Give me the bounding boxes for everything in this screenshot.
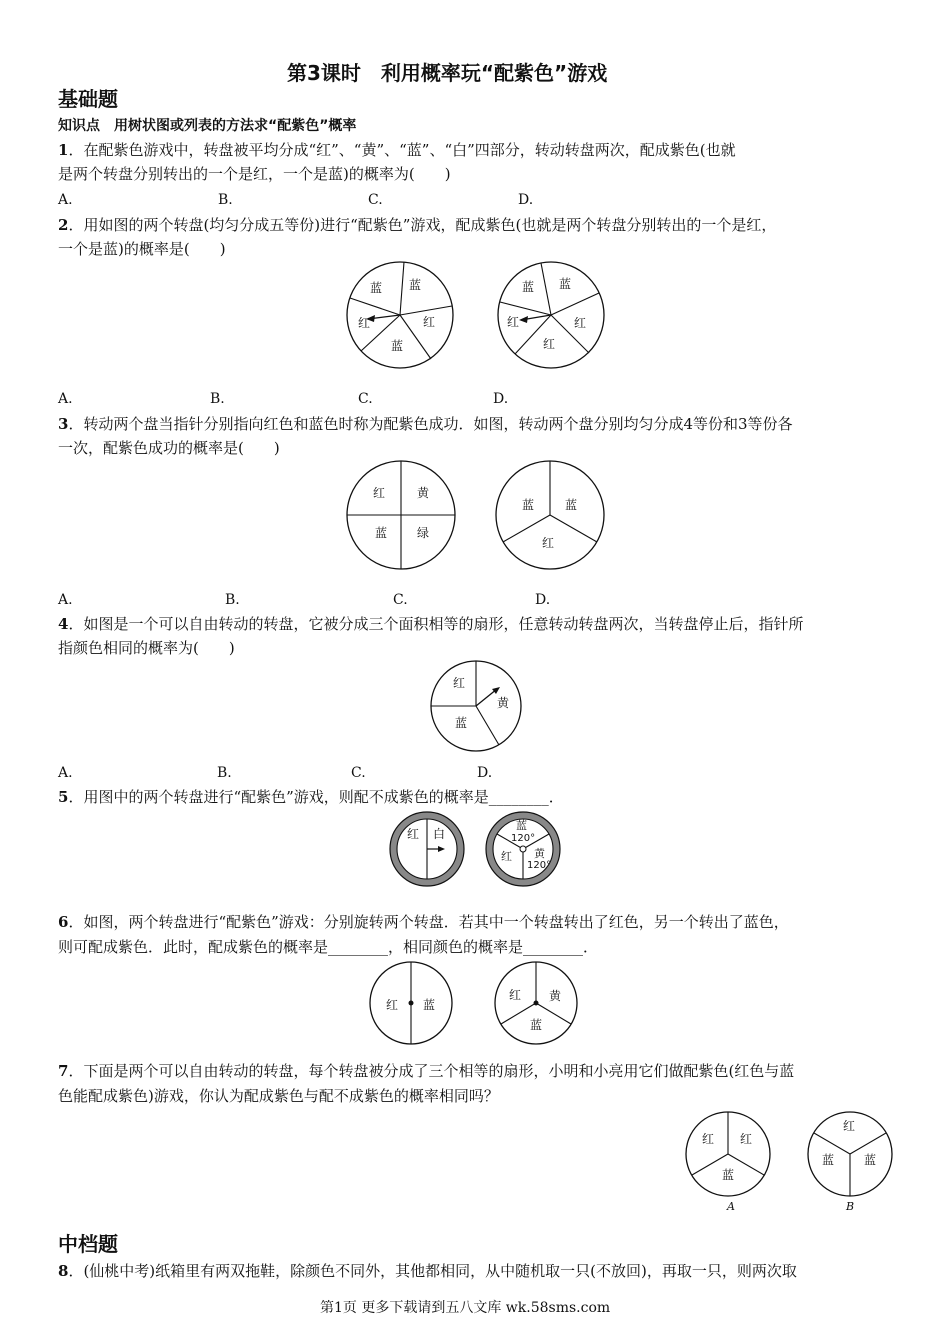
q4-option-d: D. [477,765,493,781]
q1-line1: 1．在配紫色游戏中，转盘被平均分成“红”、“黄”、“蓝”、“白”四部分，转动转盘两次，配成紫色(也就 [58,141,736,159]
q6-line1: 6．如图，两个转盘进行“配紫色”游戏：分别旋转两个转盘．若其中一个转盘转出了红色，另一个转出了蓝色， [58,913,789,931]
q2-left-label-1: 蓝 [370,281,383,295]
q6-right-label-2: 黄 [549,989,562,1003]
q3-right-label-1: 蓝 [522,498,535,512]
q2-line2: 一个是蓝)的概率是( ) [58,240,226,258]
q3-right-label-3: 红 [542,536,555,550]
q3-line2: 一次，配紫色成功的概率是( ) [58,439,280,457]
q7-spinner-a [684,1110,776,1214]
q2-option-c: C. [358,391,373,407]
q6-left-label-2: 蓝 [423,998,436,1012]
q3-spinner-right [495,459,607,571]
q7-line1: 7．下面是两个可以自由转动的转盘，每个转盘被分成了三个相等的扇形，小明和小亮用它们做配紫色(红色与蓝 [58,1062,795,1080]
q5-right-label-4: 120° [527,860,552,871]
q8-number: 8 [58,1262,69,1280]
q4-number: 4 [58,615,69,633]
q3-option-d: D. [535,592,551,608]
q3-left-label-1: 红 [373,486,386,500]
q5-number: 5 [58,788,69,806]
q2-right-label-2: 蓝 [559,277,572,291]
q1-option-c: C. [368,192,383,208]
q5-right-label-3: 黄 [534,847,545,860]
q8-line1: 8．(仙桃中考)纸箱里有两双拖鞋，除颜色不同外，其他都相同，从中随机取一只(不放回)，再取一只，则两次取 [58,1262,797,1280]
q2-right-label-5: 红 [543,337,556,351]
q7-line2: 色能配成紫色)游戏，你认为配成紫色与配不成紫色的概率相同吗？ [58,1087,499,1105]
q2-option-d: D. [493,391,509,407]
q7-spinner-b [806,1110,898,1214]
q6-spinner-right [493,960,581,1048]
q4-option-c: C. [351,765,366,781]
q5-right-label-2: 120° [511,833,536,844]
q7-a-label-1: 红 [702,1132,715,1146]
q3-option-c: C. [393,592,408,608]
q4-label-2: 黄 [497,696,510,710]
q2-right-label-3: 红 [507,315,520,329]
q2-line1: 2．用如图的两个转盘(均匀分成五等份)进行“配紫色”游戏，配成紫色(也就是两个转盘分别转出的一个是红， [58,216,777,234]
q2-left-label-3: 红 [358,316,371,330]
q5-spinner-right [484,810,564,890]
page-title: 第3课时 利用概率玩“配紫色”游戏 [287,61,608,85]
q1-option-a: A. [58,192,73,208]
q4-line2: 指颜色相同的概率为( ) [58,639,235,657]
q7-caption-b: B [846,1200,855,1213]
q2-left-label-2: 蓝 [409,278,422,292]
q6-number: 6 [58,913,69,931]
q5-right-label-5: 红 [501,850,512,863]
q6-right-label-3: 蓝 [530,1018,543,1032]
q3-option-b: B. [225,592,240,608]
q3-number: 3 [58,415,69,433]
q5-line1: 5．用图中的两个转盘进行“配紫色”游戏，则配不成紫色的概率是________． [58,788,564,806]
q2-right-label-1: 蓝 [522,280,535,294]
q3-left-label-2: 黄 [417,486,430,500]
q2-option-b: B. [210,391,225,407]
knowledge-point: 知识点 用树状图或列表的方法求“配紫色”概率 [58,118,357,134]
q2-left-label-5: 蓝 [391,339,404,353]
q6-right-label-1: 红 [509,988,522,1002]
q7-a-label-2: 红 [740,1132,753,1146]
section-medium-heading: 中档题 [58,1232,118,1256]
q1-number: 1 [58,141,69,159]
q1-line2: 是两个转盘分别转出的一个是红，一个是蓝)的概率为( ) [58,165,451,183]
q3-line1: 3．转动两个盘当指针分别指向红色和蓝色时称为配紫色成功．如图，转动两个盘分别均匀分成4等份和3等份各 [58,415,793,433]
q3-right-label-2: 蓝 [565,498,578,512]
q7-b-label-1: 红 [843,1119,856,1133]
q5-left-label-1: 红 [407,827,420,841]
q6-spinner-left [368,960,456,1048]
q5-left-label-2: 白 [433,827,446,841]
page-footer: 第1页 更多下载请到五八文库 wk.58sms.com [320,1300,611,1316]
q7-a-label-3: 蓝 [722,1168,735,1182]
q4-line1: 4．如图是一个可以自由转动的转盘，它被分成三个面积相等的扇形，任意转动转盘两次，当转盘停止后，指针所 [58,615,804,633]
q7-number: 7 [58,1062,69,1080]
q7-b-label-2: 蓝 [822,1153,835,1167]
q3-option-a: A. [58,592,73,608]
q6-left-label-1: 红 [386,998,399,1012]
q2-option-a: A. [58,391,73,407]
q3-spinner-left [345,459,457,571]
q5-spinner-left [388,810,468,890]
q2-spinner-left [344,258,464,378]
q4-option-a: A. [58,765,73,781]
q7-b-label-3: 蓝 [864,1153,877,1167]
q2-number: 2 [58,216,69,234]
q3-left-label-4: 绿 [417,526,430,540]
q5-right-label-1: 蓝 [516,819,527,832]
q7-caption-a: A [727,1200,735,1213]
q4-spinner [429,659,523,753]
q3-left-label-3: 蓝 [375,526,388,540]
q4-label-1: 红 [453,676,466,690]
q6-line2: 则可配成紫色．此时，配成紫色的概率是________，相同颜色的概率是________． [58,938,599,956]
q2-spinner-right [495,258,615,378]
q2-right-label-4: 红 [574,316,587,330]
q2-left-label-4: 红 [423,315,436,329]
section-basic-heading: 基础题 [58,87,118,111]
q4-option-b: B. [217,765,232,781]
q1-option-b: B. [218,192,233,208]
q1-option-d: D. [518,192,534,208]
q4-label-3: 蓝 [455,716,468,730]
